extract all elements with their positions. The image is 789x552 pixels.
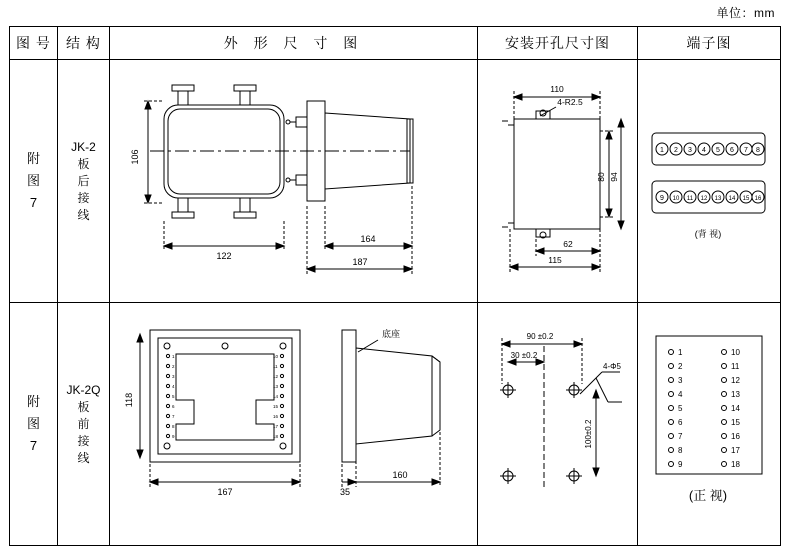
row2-model: JK-2Q [66, 382, 101, 397]
svg-text:2: 2 [678, 361, 683, 371]
svg-text:7: 7 [172, 413, 175, 419]
row1-term-4: 4 [702, 146, 706, 154]
row2-cutout-hole: 4-Φ5 [603, 361, 621, 371]
row2-desc-4: 线 [77, 450, 90, 465]
svg-text:11: 11 [731, 361, 740, 371]
row2-desc-2: 前 [77, 416, 90, 431]
row1-term-8: 8 [756, 146, 760, 154]
svg-text:3: 3 [172, 373, 175, 379]
svg-text:5: 5 [678, 403, 683, 413]
row2-cutout-height: 100±0.2 [584, 419, 593, 448]
svg-text:16: 16 [273, 413, 279, 419]
row1-dim-depth-total: 187 [352, 256, 368, 267]
svg-text:2: 2 [172, 363, 175, 369]
row1-dim-height: 106 [130, 148, 140, 165]
svg-text:9: 9 [172, 433, 175, 439]
row1-model: JK-2 [71, 139, 96, 154]
row1-fig-no [10, 60, 58, 303]
row1-dim-width: 122 [216, 250, 232, 261]
row1-structure [58, 60, 110, 303]
row1-term-5: 5 [716, 146, 720, 154]
row1-term-9: 9 [660, 194, 664, 202]
svg-text:4: 4 [172, 383, 175, 389]
row2-fig-no-line2: 图 [26, 416, 40, 431]
header-structure: 结 构 [58, 27, 110, 60]
table-header-row [10, 27, 781, 60]
row1-term-10: 10 [672, 195, 680, 202]
svg-text:18: 18 [273, 433, 279, 439]
row2-desc-1: 板 [77, 399, 90, 414]
row1-fig-no-line2: 图 [26, 173, 40, 188]
svg-text:5: 5 [172, 393, 175, 399]
row2-structure [58, 303, 110, 546]
row2-fig-no-line3: 7 [29, 438, 38, 453]
header-terminal: 端子图 [638, 27, 781, 60]
header-cutout: 安装开孔尺寸图 [478, 27, 638, 60]
svg-text:11: 11 [273, 363, 278, 369]
svg-text:1: 1 [172, 353, 175, 359]
svg-text:9: 9 [678, 459, 683, 469]
svg-text:14: 14 [273, 393, 279, 399]
row1-desc-3: 接 [77, 190, 90, 205]
row1-fig-no-line3: 7 [29, 195, 38, 210]
svg-text:6: 6 [678, 417, 683, 427]
row2-base-label: 底座 [382, 328, 401, 339]
row1-term-2: 2 [674, 146, 678, 154]
row1-desc-1: 板 [77, 156, 90, 171]
svg-text:1: 1 [678, 347, 683, 357]
row2-dim-width: 167 [217, 486, 233, 497]
row1-term-16: 16 [754, 195, 762, 202]
row2-dim-depth: 160 [392, 469, 408, 480]
row1-cutout-drawing [478, 60, 638, 303]
svg-text:8: 8 [678, 445, 683, 455]
svg-text:14: 14 [731, 403, 740, 413]
row1-term-7: 7 [744, 146, 748, 154]
row2-terminal-view-label: (正 视) [688, 487, 728, 503]
row2-fig-no [10, 303, 58, 546]
row2-cutout-drawing [478, 303, 638, 546]
row1-cutout-corner: 4-R2.5 [557, 96, 583, 107]
svg-text:13: 13 [273, 383, 279, 389]
row2-desc-3: 接 [77, 433, 90, 448]
row1-term-3: 3 [688, 146, 692, 154]
svg-text:8: 8 [172, 423, 175, 429]
svg-text:12: 12 [273, 373, 279, 379]
row2-fig-no-line1: 附 [26, 394, 40, 409]
table-row [10, 60, 781, 303]
row2-cutout-width-top: 90 ±0.2 [526, 331, 554, 341]
unit-note: 单位：mm [716, 6, 775, 20]
row2-terminal-drawing [638, 303, 781, 546]
svg-text:6: 6 [172, 403, 175, 409]
row1-cutout-height-inner: 80 [596, 171, 606, 182]
row1-terminal-drawing [638, 60, 781, 303]
dimension-table [9, 26, 781, 546]
svg-text:7: 7 [678, 431, 683, 441]
row1-outline-drawing [110, 60, 478, 303]
row1-fig-no-line1: 附 [26, 151, 40, 166]
row1-term-15: 15 [742, 195, 750, 202]
row2-outline-drawing [110, 303, 478, 546]
row1-dim-depth-body: 164 [360, 233, 376, 244]
svg-text:15: 15 [731, 417, 740, 427]
row1-term-11: 11 [686, 195, 694, 202]
row1-cutout-width-inner: 62 [563, 238, 573, 249]
row1-term-14: 14 [728, 195, 736, 202]
svg-text:4: 4 [678, 389, 683, 399]
svg-text:17: 17 [731, 445, 740, 455]
row2-dim-height: 118 [124, 392, 134, 407]
svg-text:10: 10 [273, 353, 279, 359]
row1-cutout-width-bottom: 115 [548, 254, 562, 265]
svg-text:15: 15 [273, 403, 279, 409]
svg-text:10: 10 [731, 347, 740, 357]
svg-text:13: 13 [731, 389, 740, 399]
row1-terminal-view-label: (背 视) [694, 228, 722, 239]
row1-term-12: 12 [700, 195, 708, 202]
svg-text:16: 16 [731, 431, 740, 441]
row1-desc-4: 线 [77, 207, 90, 222]
svg-text:18: 18 [731, 459, 740, 469]
row1-term-13: 13 [714, 195, 722, 202]
row2-dim-flange: 35 [339, 486, 351, 497]
row1-term-6: 6 [730, 146, 734, 154]
row1-desc-2: 后 [77, 173, 90, 188]
svg-text:12: 12 [731, 375, 740, 385]
svg-text:3: 3 [678, 375, 683, 385]
row2-cutout-width-inner: 30 ±0.2 [510, 350, 538, 360]
row1-cutout-height-outer: 94 [609, 171, 619, 182]
row1-term-1: 1 [660, 146, 664, 154]
table-row [10, 303, 781, 546]
svg-text:17: 17 [273, 423, 279, 429]
header-outline: 外 形 尺 寸 图 [110, 27, 478, 60]
header-fig-no: 图 号 [10, 27, 58, 60]
row1-cutout-width-top: 110 [550, 83, 564, 94]
